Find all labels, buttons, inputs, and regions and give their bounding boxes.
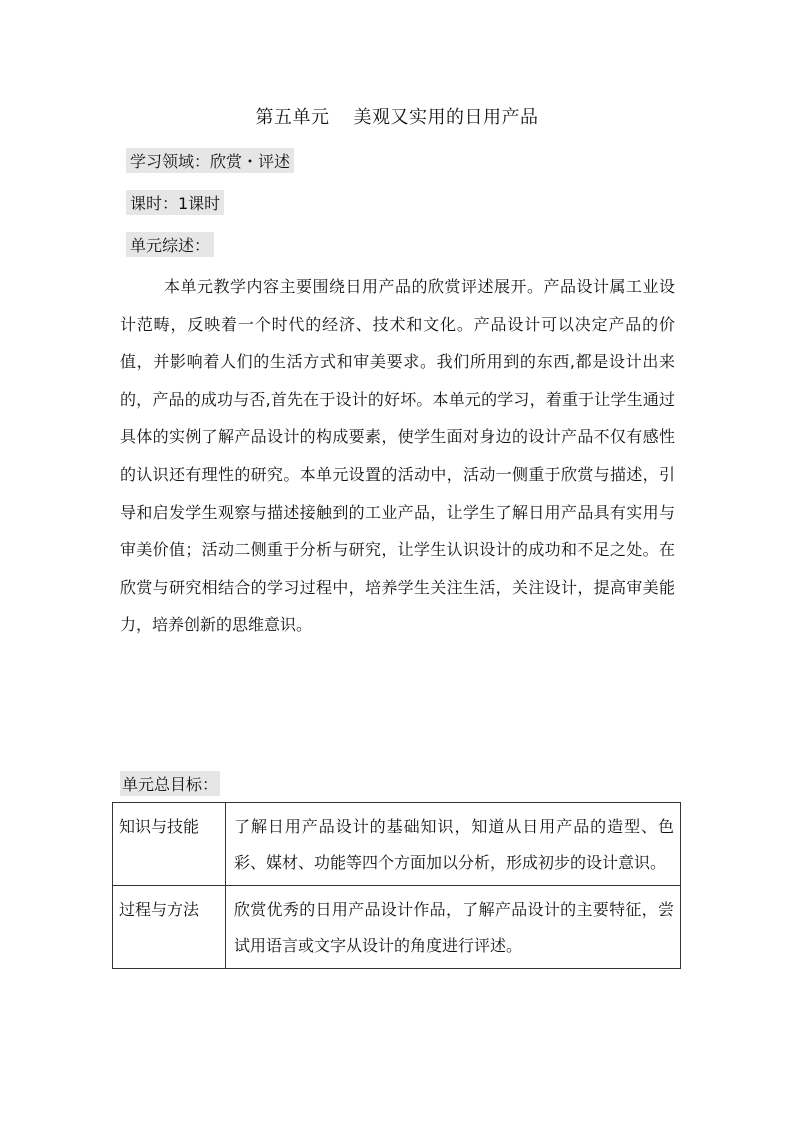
- unit-name: 美观又实用的日用产品: [353, 107, 539, 128]
- table-row: [113, 886, 681, 969]
- goals-table: [112, 802, 681, 969]
- learning-field: 学习领域：欣赏・评述: [126, 148, 294, 173]
- goals-label: 单元总目标：: [120, 771, 220, 796]
- class-hours: 课时：1课时: [126, 190, 224, 215]
- goal-category: 过程与方法: [113, 886, 226, 969]
- unit-number: 第五单元: [255, 107, 330, 128]
- goal-description: 欣赏优秀的日用产品设计作品，了解产品设计的主要特征，尝试用语言或文字从设计的角度进行评述。: [226, 886, 681, 969]
- page-title: [0, 103, 794, 129]
- unit-summary-paragraph: 本单元教学内容主要围绕日用产品的欣赏评述展开。产品设计属工业设计范畴，反映着一个时代的经济、技术和文化。产品设计可以决定产品的价值，并影响着人们的生活方式和审美要求。我们所用到的东西,都是设计出来的，产品的成功与否,首先在于设计的好坏。本单元的学习，着重于让学生通过具体的实例了解产品设计的构成要素，使学生面对身边的设计产品不仅有感性的认识还有理性的研究。本单元设置的活动中，活动一侧重于欣赏与描述，引导和启发学生观察与描述接触到的工业产品，让学生了解日用产品具有实用与审美价值；活动二侧重于分析与研究，让学生认识设计的成功和不足之处。在欣赏与研究相结合的学习过程中，培养学生关注生活，关注设计，提高审美能力，培养创新的思维意识。: [120, 277, 675, 635]
- summary-label: 单元综述：: [126, 232, 214, 257]
- goal-category: 知识与技能: [113, 803, 226, 886]
- table-row: [113, 803, 681, 886]
- goal-description: 了解日用产品设计的基础知识，知道从日用产品的造型、色彩、媒材、功能等四个方面加以分析，形成初步的设计意识。: [226, 803, 681, 886]
